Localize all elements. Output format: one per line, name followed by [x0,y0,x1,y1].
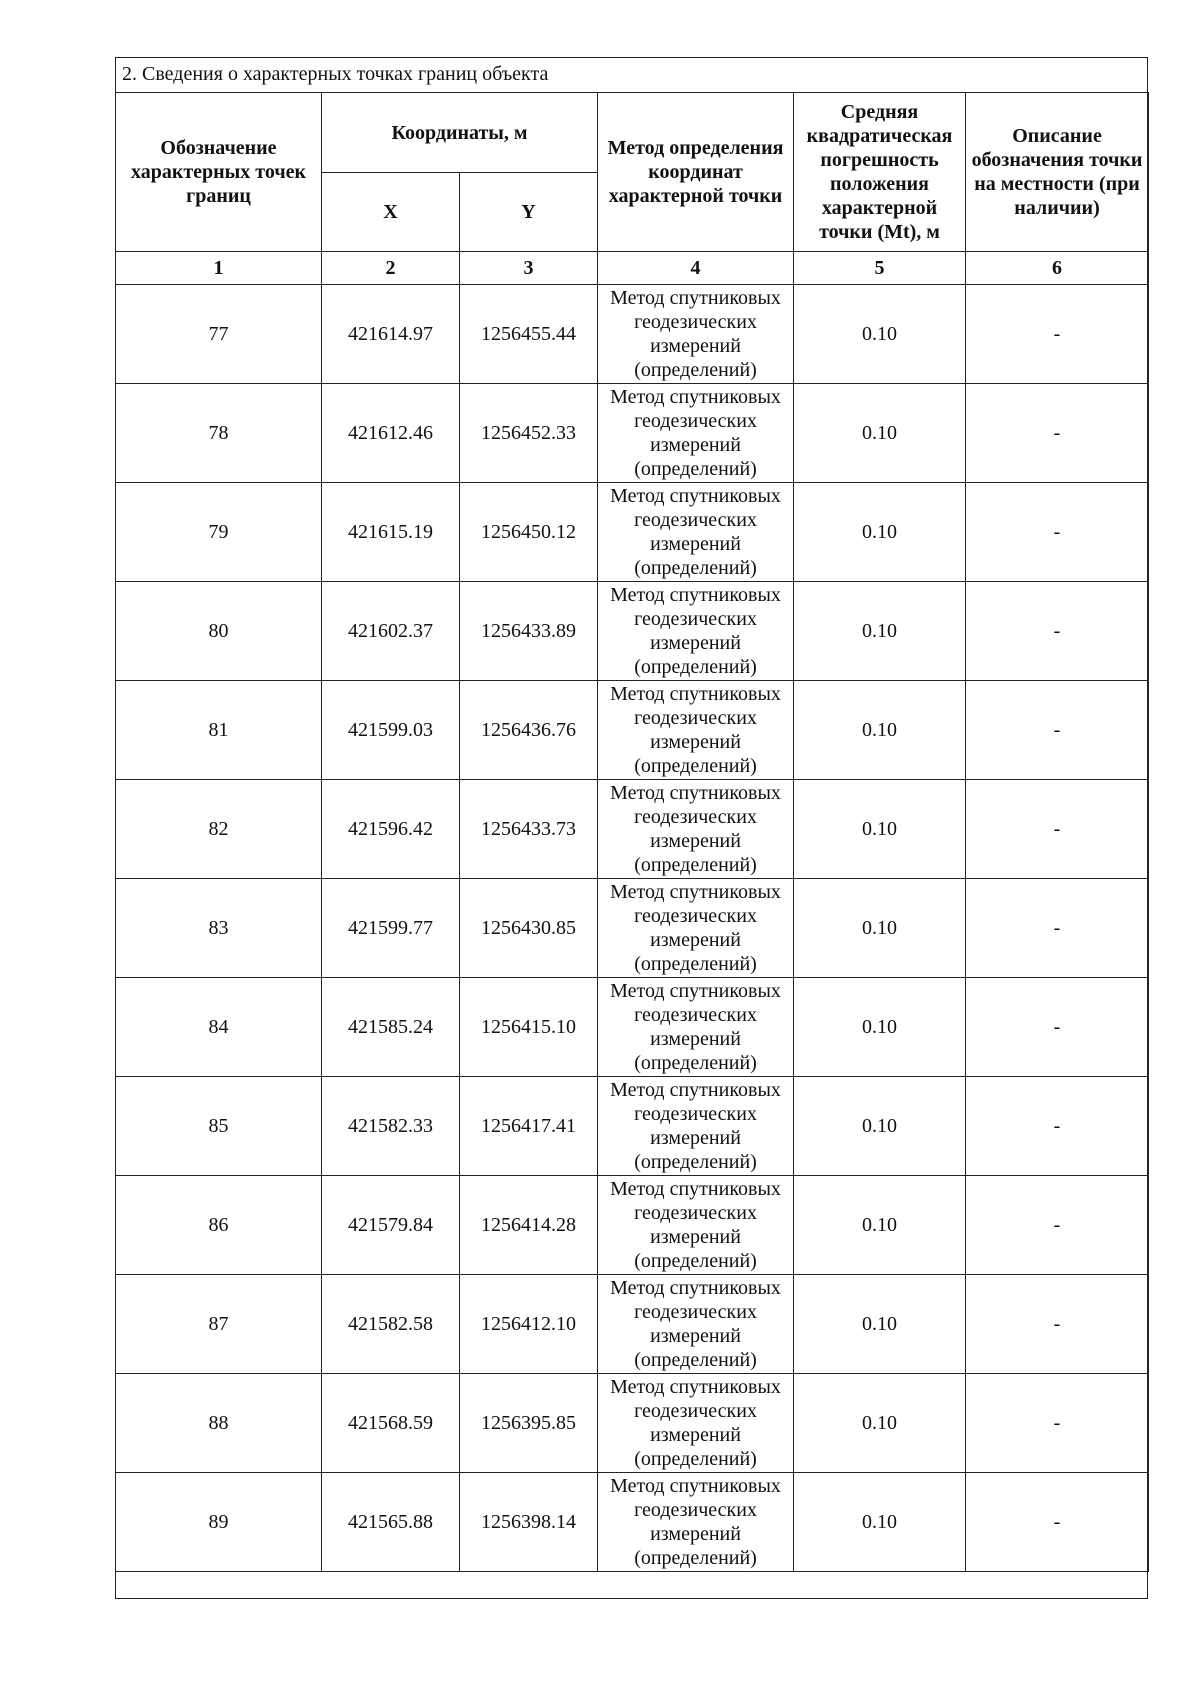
x-coordinate-cell: 421582.33 [322,1077,460,1176]
y-coordinate-cell: 1256395.85 [460,1374,598,1473]
description-cell: - [966,681,1149,780]
error-cell: 0.10 [794,483,966,582]
x-coordinate-cell: 421565.88 [322,1473,460,1572]
x-coordinate-cell: 421568.59 [322,1374,460,1473]
point-id-cell: 81 [116,681,322,780]
description-cell: - [966,879,1149,978]
column-number: 4 [598,252,794,285]
table-row [116,879,1149,978]
point-id-cell: 84 [116,978,322,1077]
table-row [116,780,1149,879]
column-number: 2 [322,252,460,285]
table-row [116,1275,1149,1374]
y-coordinate-cell: 1256430.85 [460,879,598,978]
x-coordinate-cell: 421585.24 [322,978,460,1077]
y-coordinate-cell: 1256455.44 [460,285,598,384]
point-id-cell: 87 [116,1275,322,1374]
y-coordinate-cell: 1256414.28 [460,1176,598,1275]
description-cell: - [966,1374,1149,1473]
column-number: 6 [966,252,1149,285]
y-coordinate-cell: 1256398.14 [460,1473,598,1572]
table-row [116,483,1149,582]
header-x: X [322,173,460,252]
column-number-row [116,252,1149,285]
description-cell: - [966,1176,1149,1275]
point-id-cell: 86 [116,1176,322,1275]
point-id-cell: 79 [116,483,322,582]
error-cell: 0.10 [794,1077,966,1176]
table-row [116,1077,1149,1176]
point-id-cell: 83 [116,879,322,978]
point-id-cell: 78 [116,384,322,483]
y-coordinate-cell: 1256436.76 [460,681,598,780]
y-coordinate-cell: 1256433.73 [460,780,598,879]
description-cell: - [966,1473,1149,1572]
method-cell: Метод спутниковых геодезических измерений (определений) [598,285,794,384]
points-table [115,92,1149,1586]
table-body [116,252,1149,1587]
y-coordinate-cell: 1256452.33 [460,384,598,483]
table-row [116,1176,1149,1275]
method-cell: Метод спутниковых геодезических измерений (определений) [598,1077,794,1176]
header-error: Средняя квадратическая погрешность положения характерной точки (Mt), м [794,93,966,252]
error-cell: 0.10 [794,780,966,879]
description-cell: - [966,1275,1149,1374]
header-method: Метод определения координат характерной точки [598,93,794,252]
tail-spacer-cell [116,1572,1149,1587]
error-cell: 0.10 [794,285,966,384]
error-cell: 0.10 [794,582,966,681]
x-coordinate-cell: 421582.58 [322,1275,460,1374]
method-cell: Метод спутниковых геодезических измерений (определений) [598,780,794,879]
method-cell: Метод спутниковых геодезических измерений (определений) [598,1176,794,1275]
column-number: 5 [794,252,966,285]
method-cell: Метод спутниковых геодезических измерений (определений) [598,681,794,780]
method-cell: Метод спутниковых геодезических измерений (определений) [598,1374,794,1473]
point-id-cell: 82 [116,780,322,879]
table-row [116,384,1149,483]
x-coordinate-cell: 421596.42 [322,780,460,879]
description-cell: - [966,1077,1149,1176]
point-id-cell: 77 [116,285,322,384]
method-cell: Метод спутниковых геодезических измерений (определений) [598,483,794,582]
document-frame [115,57,1148,1599]
error-cell: 0.10 [794,1374,966,1473]
header-y: Y [460,173,598,252]
point-id-cell: 88 [116,1374,322,1473]
method-cell: Метод спутниковых геодезических измерений (определений) [598,1275,794,1374]
description-cell: - [966,582,1149,681]
table-tail-spacer [116,1572,1149,1587]
y-coordinate-cell: 1256412.10 [460,1275,598,1374]
column-number: 3 [460,252,598,285]
table-row [116,582,1149,681]
y-coordinate-cell: 1256433.89 [460,582,598,681]
error-cell: 0.10 [794,879,966,978]
method-cell: Метод спутниковых геодезических измерений (определений) [598,1473,794,1572]
point-id-cell: 80 [116,582,322,681]
x-coordinate-cell: 421579.84 [322,1176,460,1275]
x-coordinate-cell: 421612.46 [322,384,460,483]
point-id-cell: 85 [116,1077,322,1176]
x-coordinate-cell: 421614.97 [322,285,460,384]
description-cell: - [966,978,1149,1077]
error-cell: 0.10 [794,384,966,483]
error-cell: 0.10 [794,978,966,1077]
y-coordinate-cell: 1256415.10 [460,978,598,1077]
point-id-cell: 89 [116,1473,322,1572]
method-cell: Метод спутниковых геодезических измерений (определений) [598,582,794,681]
description-cell: - [966,384,1149,483]
error-cell: 0.10 [794,1275,966,1374]
method-cell: Метод спутниковых геодезических измерений (определений) [598,384,794,483]
column-number: 1 [116,252,322,285]
method-cell: Метод спутниковых геодезических измерений (определений) [598,978,794,1077]
x-coordinate-cell: 421599.77 [322,879,460,978]
y-coordinate-cell: 1256450.12 [460,483,598,582]
x-coordinate-cell: 421602.37 [322,582,460,681]
description-cell: - [966,285,1149,384]
description-cell: - [966,780,1149,879]
table-row [116,285,1149,384]
header-description: Описание обозначения точки на местности (при наличии) [966,93,1149,252]
x-coordinate-cell: 421615.19 [322,483,460,582]
error-cell: 0.10 [794,1176,966,1275]
table-row [116,1374,1149,1473]
y-coordinate-cell: 1256417.41 [460,1077,598,1176]
error-cell: 0.10 [794,681,966,780]
x-coordinate-cell: 421599.03 [322,681,460,780]
table-row [116,681,1149,780]
error-cell: 0.10 [794,1473,966,1572]
header-designation: Обозначение характерных точек границ [116,93,322,252]
section-title: 2. Сведения о характерных точках границ объекта [116,58,1147,93]
table-row [116,978,1149,1077]
table-row [116,1473,1149,1572]
header-coordinates: Координаты, м [322,93,598,173]
description-cell: - [966,483,1149,582]
method-cell: Метод спутниковых геодезических измерений (определений) [598,879,794,978]
